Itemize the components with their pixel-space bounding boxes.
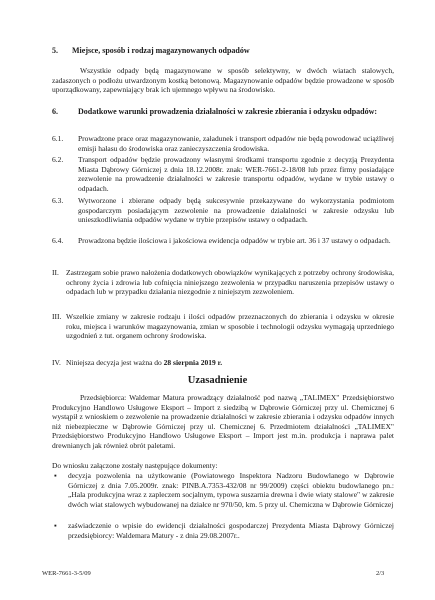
list-item — [52, 471, 394, 509]
item-6-4-number: 6.4. — [52, 236, 64, 245]
section-ii — [52, 268, 394, 297]
section-iii-mark: III. — [52, 312, 62, 321]
bullet-1-text: decyzja pozwolenia na użytkowanie (Powiatowego Inspektora Nadzoru Budowlanego w Dąbrowie Górniczej z dnia 7.05.2009r. znak: PINB.A.7353-432/08 nr 99/2009) części obiektu budowlanego pn.: „Hala produkcyjna wraz z zapleczem socjalnym, typowa suszarnia drewna i dwie wiaty stalowe" w zakresie dwóch wiat stalowych wybudowanej na działce nr 970/50, km. 5 przy ul. Chemiczna w Dąbrowie Górniczej — [68, 471, 394, 509]
item-6-4-text: Prowadzona będzie ilościowa i jakościowa ewidencja odpadów w trybie art. 36 i 37 ustawy o odpadach. — [78, 236, 391, 245]
justification-paragraph: Przedsiębiorca: Waldemar Matura prowadzący działalność pod nazwą „TALIMEX" Przedsiębiorstwo Produkcyjno Handlowo Usługowe Eksport – Import z siedzibą w Dąbrowie Górniczej przy ul. Chemicznej 6 wystąpił z wnioskiem o zezwolenie na prowadzenie działalności w zakresie zbierania i odzysku odpadów innych niż niebezpieczne w Dąbrowie Górniczej przy ul. Chemicznej 6. Przedmiotem działalności „TALIMEX" Przedsiębiorstwo Produkcyjno Handlowo Usługowe Eksport – Import jest m.in. produkcja i naprawa palet drewnianych jak również obrót paletami. — [52, 393, 394, 450]
bullet-icon: ▪ — [54, 521, 57, 530]
section-5-body: Wszystkie odpady będą magazynowane w sposób selektywny, w dwóch wiatach stalowych, zadaszonych o podłożu utwardzonym kostką betonową. Magazynowanie odpadów będzie prowadzone w sposób uporządkowany, zapewniający brak ich ujemnego wpływu na środowisko. — [52, 66, 394, 94]
page-number: 2/3 — [376, 570, 385, 577]
item-6-3-number: 6.3. — [52, 196, 64, 205]
section-6-title: Dodatkowe warunki prowadzenia działalności w zakresie zbierania i odzysku odpadów: — [78, 107, 378, 116]
item-6-2-text: Transport odpadów będzie prowadzony własnymi środkami transportu zgodnie z decyzją Prezydenta Miasta Dąbrowy Górniczej z dnia 18.12.2008r. znak: WER-7661-2-18/08 lub przez firmy posiadające zezwolenie na prowadzenie działalności w zakresie transportu odpadów, wydane w trybie ustawy o odpadach. — [78, 155, 394, 193]
section-iv-text: Niniejsza decyzja jest ważna do — [66, 358, 164, 367]
section-6-heading — [52, 107, 394, 117]
justification-title: Uzasadnienie — [187, 375, 248, 386]
item-6-1-text: Prowadzone prace oraz magazynowanie, załadunek i transport odpadów nie będą powodować uciążliwej emisji hałasu do środowiska oraz zanieczyszczenia środowiska. — [78, 134, 394, 153]
item-6-1-number: 6.1. — [52, 134, 64, 143]
item-6-2-number: 6.2. — [52, 155, 64, 164]
section-ii-text: Zastrzegam sobie prawo nałożenia dodatkowych obowiązków wynikających z potrzeby ochrony środowiska, ochrony życia i zdrowia lub cofnięcia niniejszego zezwolenia w przypadku naruszenia przepisów ustawy o odpadach lub w przypadku działania niezgodnie z niniejszym zezwoleniem. — [66, 268, 394, 296]
item-6-3-text: Wytworzone i zbierane odpady będą sukcesywnie przekazywane do wykorzystania podmiotom gospodarczym posiadającym zezwolenie na prowadzenie działalności w zakresie odzysku lub unieszkodliwiania odpadów wydane w trybie przepisów ustawy o odpadach. — [78, 196, 394, 224]
bullet-2-text: zaświadczenie o wpisie do ewidencji działalności gospodarczej Prezydenta Miasta Dąbrowy Górniczej przedsiębiorcy: Waldemara Matury - z dnia 29.08.2007r.. — [68, 521, 394, 540]
section-iv — [52, 358, 394, 368]
document-reference: WER-7661-3-5/09 — [42, 570, 91, 577]
list-item-6-1 — [52, 134, 394, 153]
section-ii-mark: II. — [52, 268, 59, 277]
list-item — [52, 521, 394, 540]
section-iii — [52, 312, 394, 341]
list-item-6-4 — [52, 236, 394, 246]
section-5-title: Miejsce, sposób i rodzaj magazynowanych odpadów — [72, 46, 250, 55]
attached-documents-label: Do wniosku załączone zostały następujące dokumenty: — [52, 461, 218, 470]
bullet-icon: ▪ — [54, 471, 57, 480]
validity-date: 28 sierpnia 2019 r. — [163, 358, 223, 367]
section-5-number: 5. — [52, 46, 58, 55]
section-6-number: 6. — [52, 107, 58, 116]
section-iii-text: Wszelkie zmiany w zakresie rodzaju i ilości odpadów przeznaczonych do zbierania i odzysku w okresie roku, miejsca i warunków magazynowania, zmian w sposobie i technologii odzysku wymagają uprzedniego uzgodnień z tut. organem ochrony środowiska. — [66, 312, 394, 340]
list-item-6-2 — [52, 155, 394, 193]
section-iv-mark: IV. — [52, 358, 61, 367]
list-item-6-3 — [52, 196, 394, 225]
